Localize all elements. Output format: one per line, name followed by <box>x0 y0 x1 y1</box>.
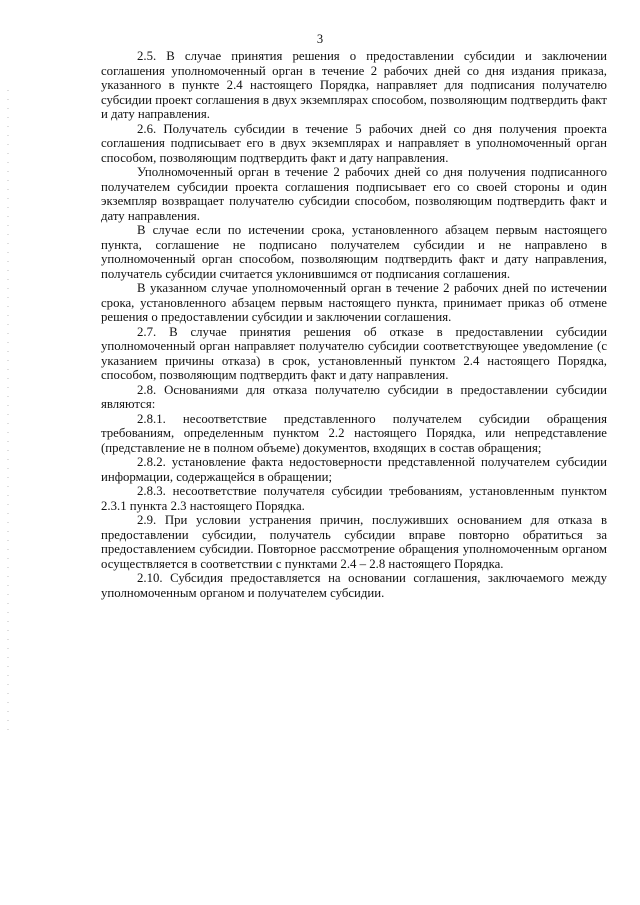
paragraph-2-8: 2.8. Основаниями для отказа получателю субсидии в предоставлении субсидии являются: <box>101 382 607 411</box>
paragraph-2-6: 2.6. Получатель субсидии в течение 5 рабочих дней со дня получения проекта соглашения подписывает его в двух экземплярах и направляет в уполномоченный орган способом, позволяющим подтвердить факт и дату направления. <box>101 121 607 165</box>
paragraph-2-7: 2.7. В случае принятия решения об отказе в предоставлении субсидии уполномоченный орган направляет получателю субсидии соответствующее уведомление (с указанием причины отказа) в срок, установленный пунктом 2.4 настоящего Порядка, способом, позволяющим подтвердить факт и дату направления. <box>101 324 607 382</box>
paragraph-2-6-cancel-order: В указанном случае уполномоченный орган в течение 2 рабочих дней по истечении срока, установленного абзацем первым настоящего пункта, принимает приказ об отмене решения о предоставлении субсидии и заключении соглашения. <box>101 281 607 324</box>
paragraph-2-6-signing: Уполномоченный орган в течение 2 рабочих дней со дня получения подписанного получателем субсидии проекта соглашения подписывает его со своей стороны и один экземпляр возвращает получателю субсидии способом, позволяющим подтвердить факт и дату направления. <box>101 165 607 223</box>
paragraph-2-5: 2.5. В случае принятия решения о предоставлении субсидии и заключении соглашения уполномоченный орган в течение 2 рабочих дней со дня издания приказа, указанного в пункте 2.4 настоящего Порядка, направляет для подписания получателю субсидии проект соглашения в двух экземплярах способом, позволяющим подтвердить факт и дату направления. <box>101 49 607 121</box>
paragraph-2-8-1: 2.8.1. несоответствие представленного получателем субсидии обращения требованиям, определенным пунктом 2.2 настоящего Порядка, или непредставление (представление не в полном объеме) документов, входящих в состав обращения; <box>101 411 607 455</box>
paragraph-2-9: 2.9. При условии устранения причин, послуживших основанием для отказа в предоставлении субсидии, получатель субсидии вправе повторно обратиться за предоставлением субсидии. Повторное рассмотрение обращения уполномоченным органом осуществляется в соответствии с пунктами 2.4 – 2.8 настоящего Порядка. <box>101 513 607 571</box>
paragraph-2-6-evasion: В случае если по истечении срока, установленного абзацем первым настоящего пункта, соглашение не подписано получателем субсидии и не направлено в уполномоченный орган способом, позволяющим подтвердить факт и дату направления, получатель субсидии считается уклонившимся от подписания соглашения. <box>101 223 607 281</box>
document-body <box>101 49 607 600</box>
scan-edge-marks <box>7 90 9 730</box>
paragraph-2-8-3: 2.8.3. несоответствие получателя субсидии требованиям, установленным пунктом 2.3.1 пункта 2.3 настоящего Порядка. <box>101 484 607 513</box>
paragraph-2-10: 2.10. Субсидия предоставляется на основании соглашения, заключаемого между уполномоченным органом и получателем субсидии. <box>101 571 607 600</box>
page-number: 3 <box>316 32 324 46</box>
paragraph-2-8-2: 2.8.2. установление факта недостоверности представленной получателем субсидии информации, содержащейся в обращении; <box>101 455 607 484</box>
